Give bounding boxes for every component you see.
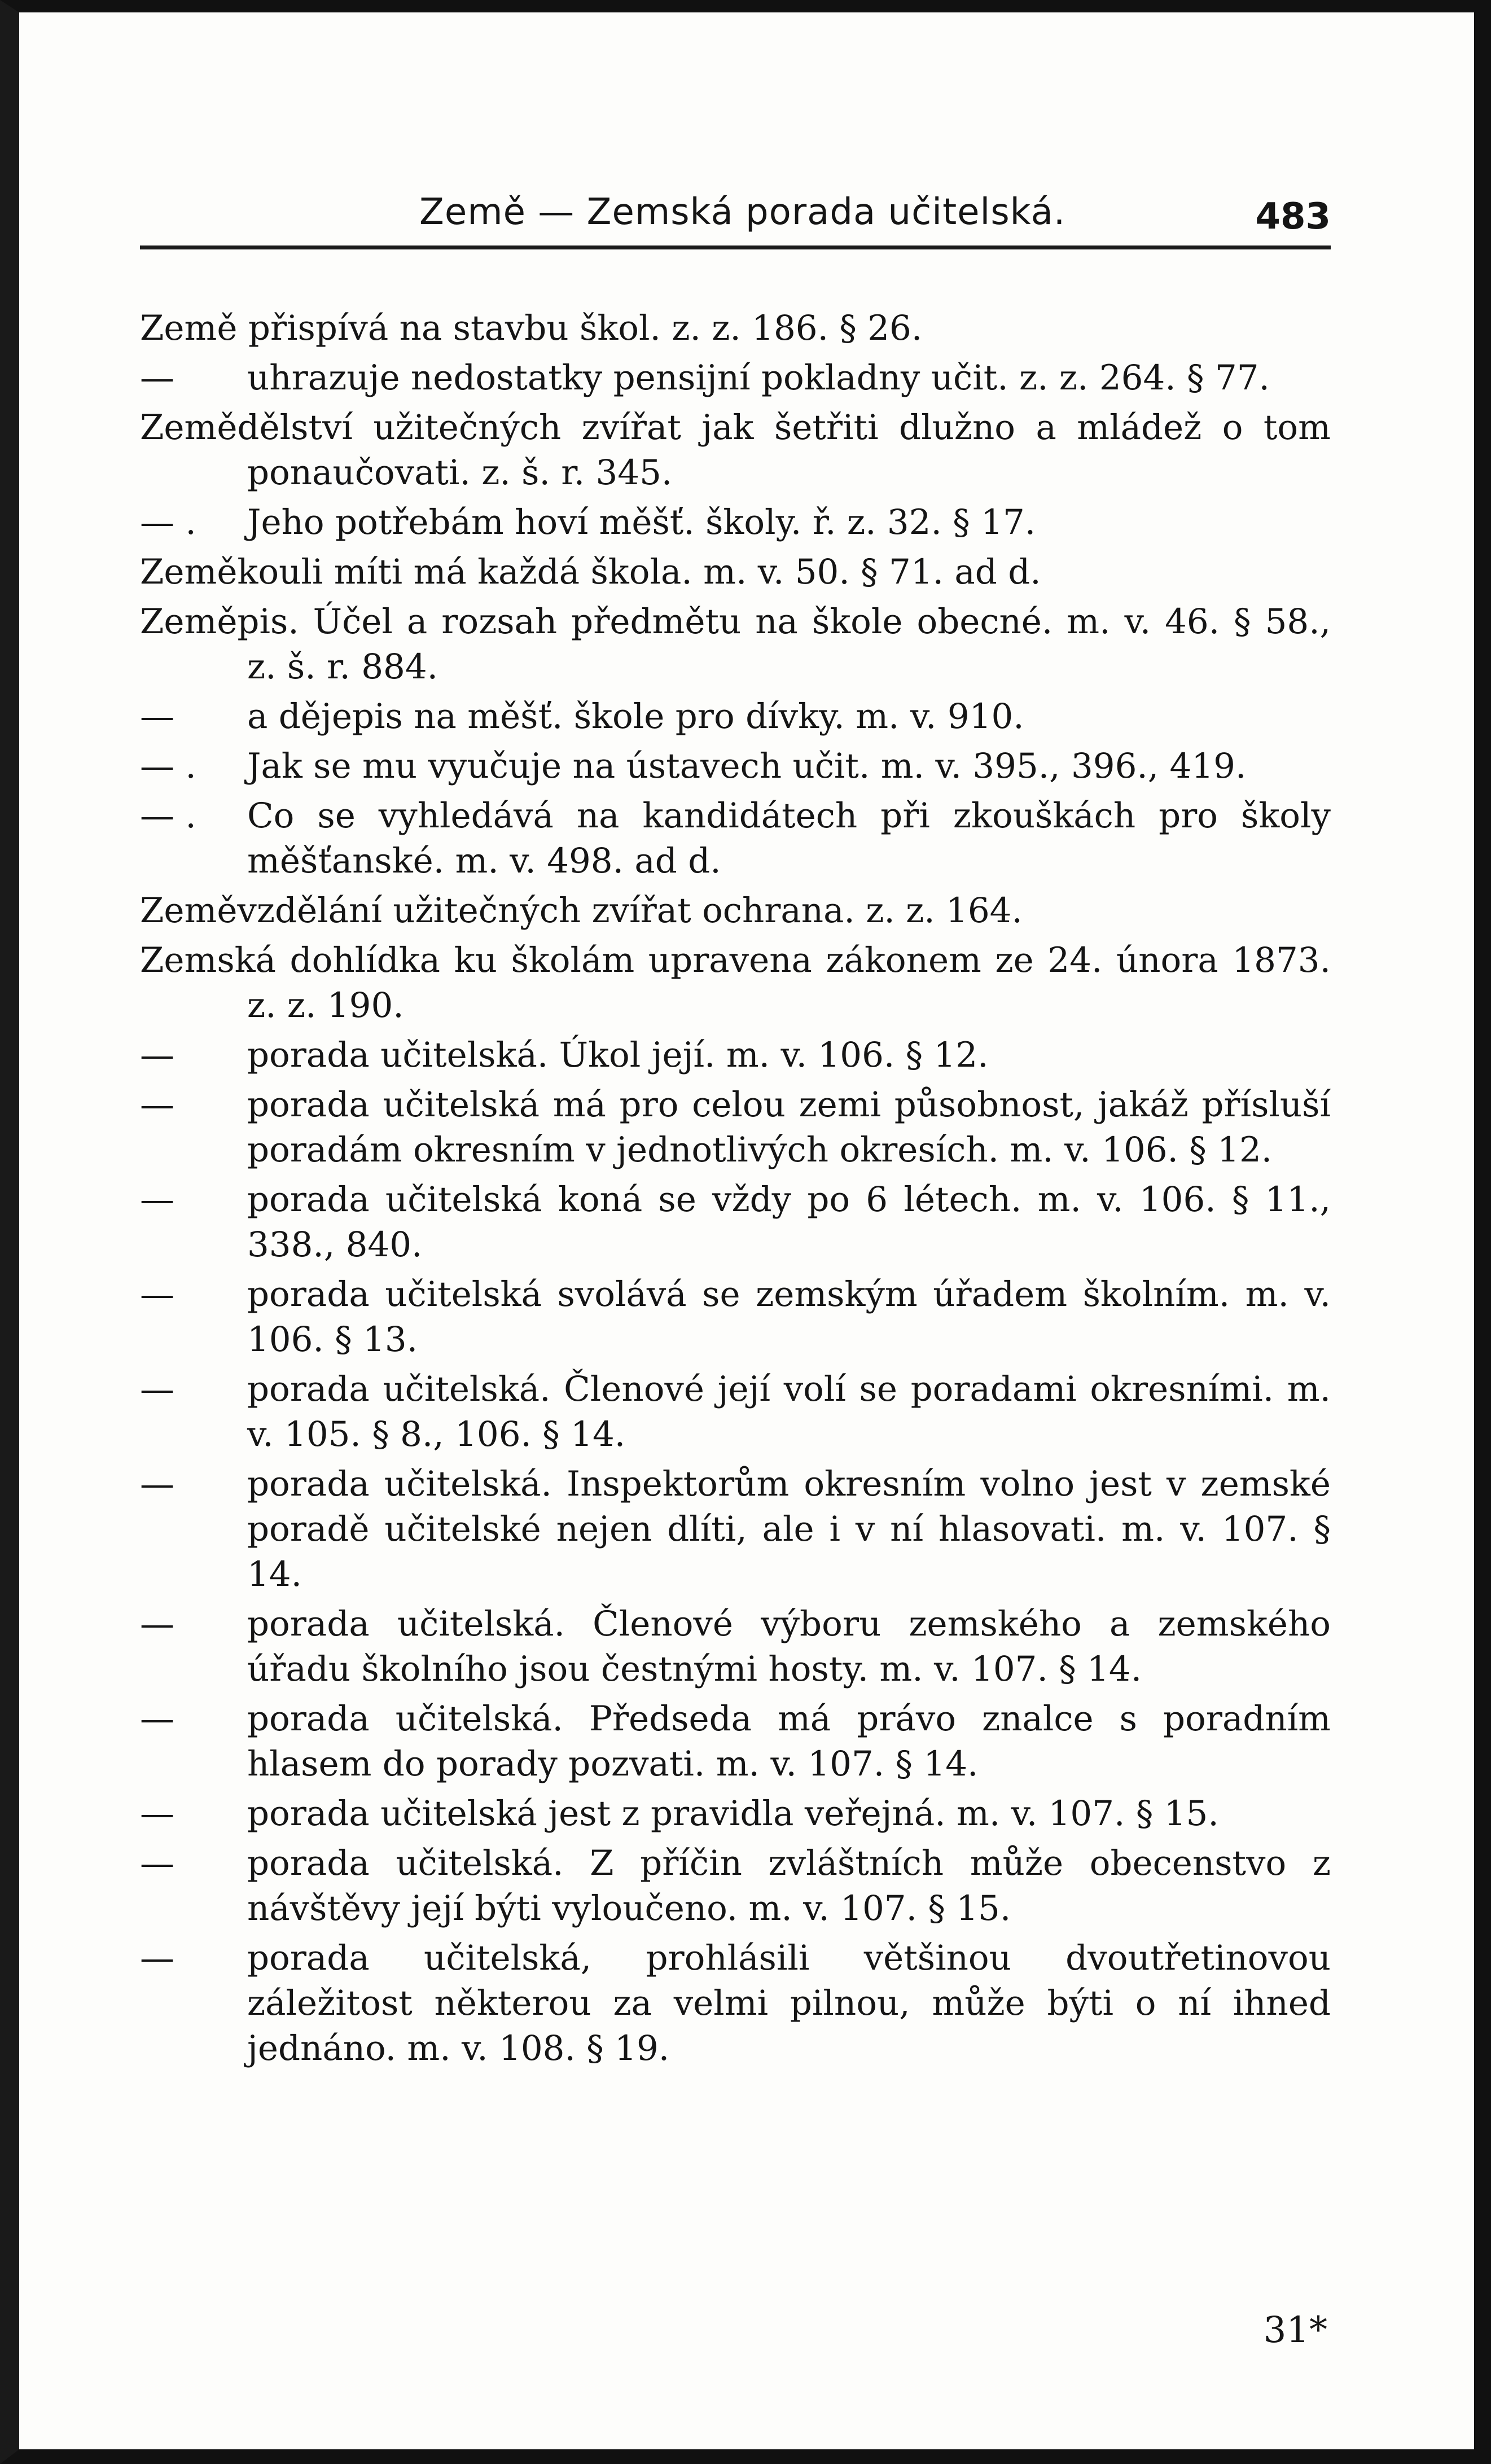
index-entry — [140, 938, 1331, 1028]
entry-text: porada učitelská má pro celou zemi působnost, jakáž přísluší poradám okresním v jednotlivých okresích. m. v. 106. § 12. — [247, 1085, 1331, 1170]
entry-dash: — — [140, 1274, 174, 1314]
entry-dash: — — [140, 1843, 174, 1883]
entry-dash: — . — [140, 502, 196, 542]
entry-text: porada učitelská. Z příčin zvláštních může obecenstvo z návštěvy její býti vyloučeno. m. v. 107. § 15. — [247, 1843, 1331, 1928]
header-rule — [140, 245, 1331, 249]
entry-text: porada učitelská koná se vždy po 6 létech. m. v. 106. § 11., 338., 840. — [247, 1180, 1331, 1265]
index-entry — [140, 1367, 1331, 1457]
index-entries — [140, 306, 1331, 2076]
index-entry — [140, 694, 1331, 739]
book-page — [19, 12, 1474, 2449]
index-entry — [140, 599, 1331, 690]
entry-dash: — . — [140, 746, 196, 786]
entry-text: uhrazuje nedostatky pensijní pokladny učit. z. z. 264. § 77. — [247, 358, 1270, 398]
entry-dash: — — [140, 1794, 174, 1834]
index-entry — [140, 1177, 1331, 1268]
header-title: Země — Zemská porada učitelská. — [419, 191, 1066, 233]
entry-dash: — — [140, 1180, 174, 1220]
index-entry — [140, 1272, 1331, 1362]
entry-text: porada učitelská jest z pravidla veřejná. m. v. 107. § 15. — [247, 1794, 1219, 1834]
entry-text: Země přispívá na stavbu škol. z. z. 186. § 26. — [140, 308, 923, 348]
entry-dash: — — [140, 1604, 174, 1644]
index-entry — [140, 1462, 1331, 1597]
entry-text: Jak se mu vyučuje na ústavech učit. m. v. 395., 396., 419. — [247, 746, 1247, 786]
entry-text: a dějepis na měšť. škole pro dívky. m. v. 910. — [247, 696, 1024, 736]
entry-dash: — — [140, 1085, 174, 1125]
entry-dash: — — [140, 1699, 174, 1739]
entry-text: Zeměvzdělání užitečných zvířat ochrana. z. z. 164. — [140, 891, 1023, 931]
entry-text: porada učitelská. Členové její volí se poradami okresními. m. v. 105. § 8., 106. § 14. — [247, 1369, 1331, 1454]
entry-text: Co se vyhledává na kandidátech při zkouškách pro školy měšťanské. m. v. 498. ad d. — [247, 796, 1331, 881]
index-entry — [140, 888, 1331, 933]
entry-text: porada učitelská. Úkol její. m. v. 106. § 12. — [247, 1035, 989, 1075]
index-entry — [140, 1082, 1331, 1173]
entry-text: porada učitelská. Členové výboru zemského a zemského úřadu školního jsou čestnými hosty. m. v. 107. § 14. — [247, 1604, 1331, 1689]
entry-text: Jeho potřebám hoví měšť. školy. ř. z. 32. § 17. — [247, 502, 1036, 542]
index-entry — [140, 500, 1331, 545]
index-entry — [140, 356, 1331, 401]
entry-dash: — — [140, 696, 174, 736]
index-entry — [140, 1936, 1331, 2071]
entry-dash: — — [140, 1938, 174, 1978]
entry-text: porada učitelská. Inspektorům okresním volno jest v zemské poradě učitelské nejen dlíti, ale i v ní hlasovati. m. v. 107. § 14. — [247, 1464, 1331, 1594]
entry-dash: — — [140, 1035, 174, 1075]
index-entry — [140, 793, 1331, 884]
page-number: 483 — [1255, 196, 1331, 238]
entry-text: Zemská dohlídka ku školám upravena zákonem ze 24. února 1873. z. z. 190. — [140, 940, 1331, 1025]
entry-text: Zeměpis. Účel a rozsah předmětu na škole obecné. m. v. 46. § 58., z. š. r. 884. — [140, 602, 1331, 687]
index-entry — [140, 306, 1331, 351]
entry-text: Zeměkouli míti má každá škola. m. v. 50. § 71. ad d. — [140, 552, 1041, 592]
signature-mark: 31* — [1263, 2309, 1327, 2351]
index-entry — [140, 1602, 1331, 1692]
entry-text: Zemědělství užitečných zvířat jak šetřiti dlužno a mládež o tom ponaučovati. z. š. r. 345. — [140, 407, 1331, 493]
index-entry — [140, 1841, 1331, 1931]
entry-dash: — . — [140, 796, 196, 836]
entry-text: porada učitelská, prohlásili většinou dvoutřetinovou záležitost některou za velmi pilnou, může býti o ní ihned jednáno. m. v. 108. § 19. — [247, 1938, 1331, 2068]
entry-text: porada učitelská svolává se zemským úřadem školním. m. v. 106. § 13. — [247, 1274, 1331, 1360]
entry-dash: — — [140, 1369, 174, 1409]
running-header — [140, 179, 1331, 252]
index-entry — [140, 1791, 1331, 1836]
index-entry — [140, 1033, 1331, 1078]
index-entry — [140, 405, 1331, 496]
index-entry — [140, 1696, 1331, 1787]
entry-dash: — — [140, 358, 174, 398]
index-entry — [140, 744, 1331, 789]
index-entry — [140, 550, 1331, 595]
entry-dash: — — [140, 1464, 174, 1504]
entry-text: porada učitelská. Předseda má právo znalce s poradním hlasem do porady pozvati. m. v. 107. § 14. — [247, 1699, 1331, 1784]
